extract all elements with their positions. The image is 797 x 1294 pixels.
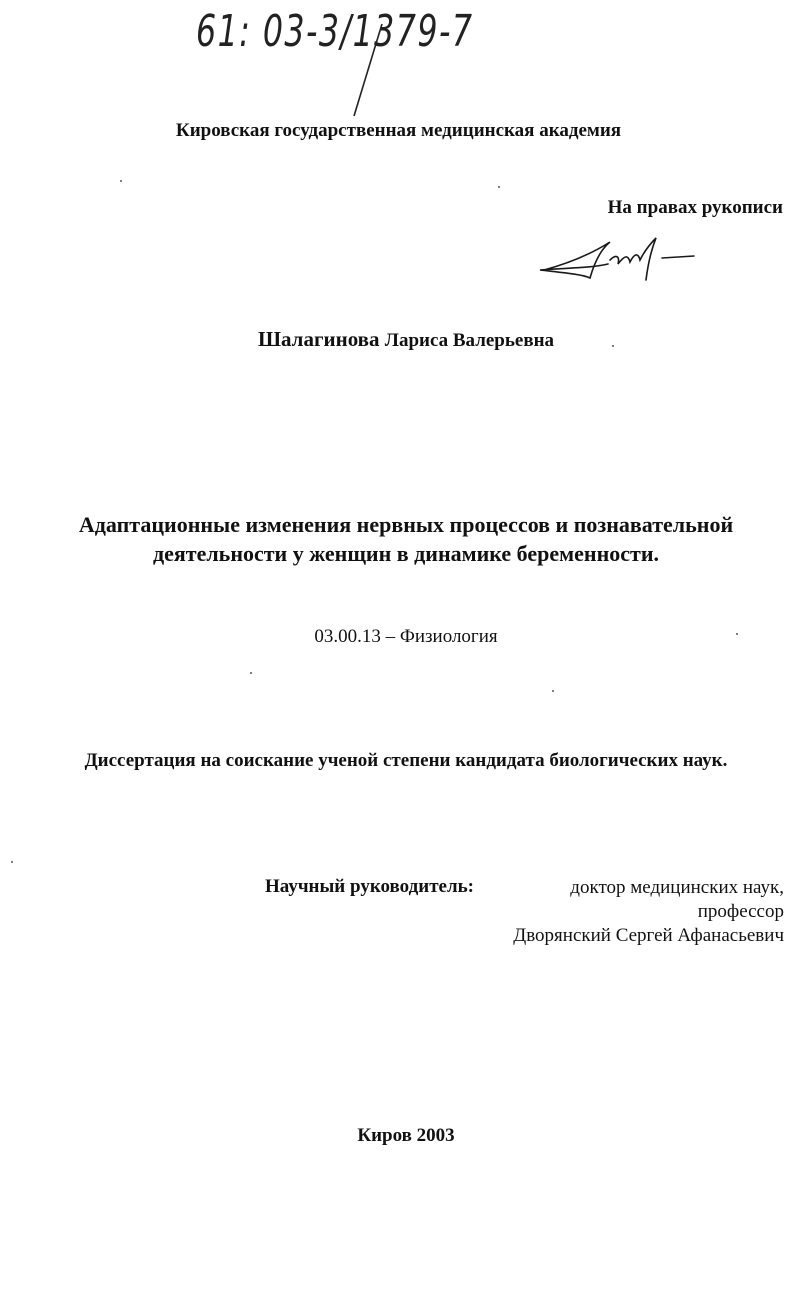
author-name (0, 327, 797, 352)
supervisor-details (513, 876, 784, 948)
scan-speck (612, 345, 614, 347)
supervisor-title: профессор (697, 901, 784, 922)
rights-note: На правах рукописи (607, 197, 783, 218)
supervisor-name: Дворянский Сергей Афанасьевич (513, 925, 784, 946)
scan-speck (250, 672, 252, 674)
archive-code-handwritten: 61: 03-3/1379-7 (196, 6, 474, 57)
scan-speck (120, 180, 122, 182)
degree-statement: Диссертация на соискание ученой степени кандидата биологических наук. (84, 750, 728, 771)
institution-name: Кировская государственная медицинская академия (175, 120, 622, 141)
scan-speck (11, 861, 13, 863)
scan-speck (736, 633, 738, 635)
handwritten-slash-mark (330, 20, 390, 120)
author-signature (536, 234, 701, 286)
supervisor-degree: доктор медицинских наук, (570, 877, 784, 898)
title-line-1: Адаптационные изменения нервных процессов и познавательной (78, 512, 734, 537)
title-line-2: деятельности у женщин в динамике беременности. (152, 541, 660, 566)
dissertation-title (0, 510, 797, 568)
supervisor-label: Научный руководитель: (265, 876, 474, 897)
scan-speck (552, 690, 554, 692)
author-surname: Шалагинова (257, 327, 380, 351)
author-given-names: Лариса Валерьевна (384, 330, 555, 351)
scan-speck (498, 186, 500, 188)
city-year: Киров 2003 (357, 1125, 455, 1146)
specialty-code: 03.00.13 – Физиология (314, 626, 498, 647)
